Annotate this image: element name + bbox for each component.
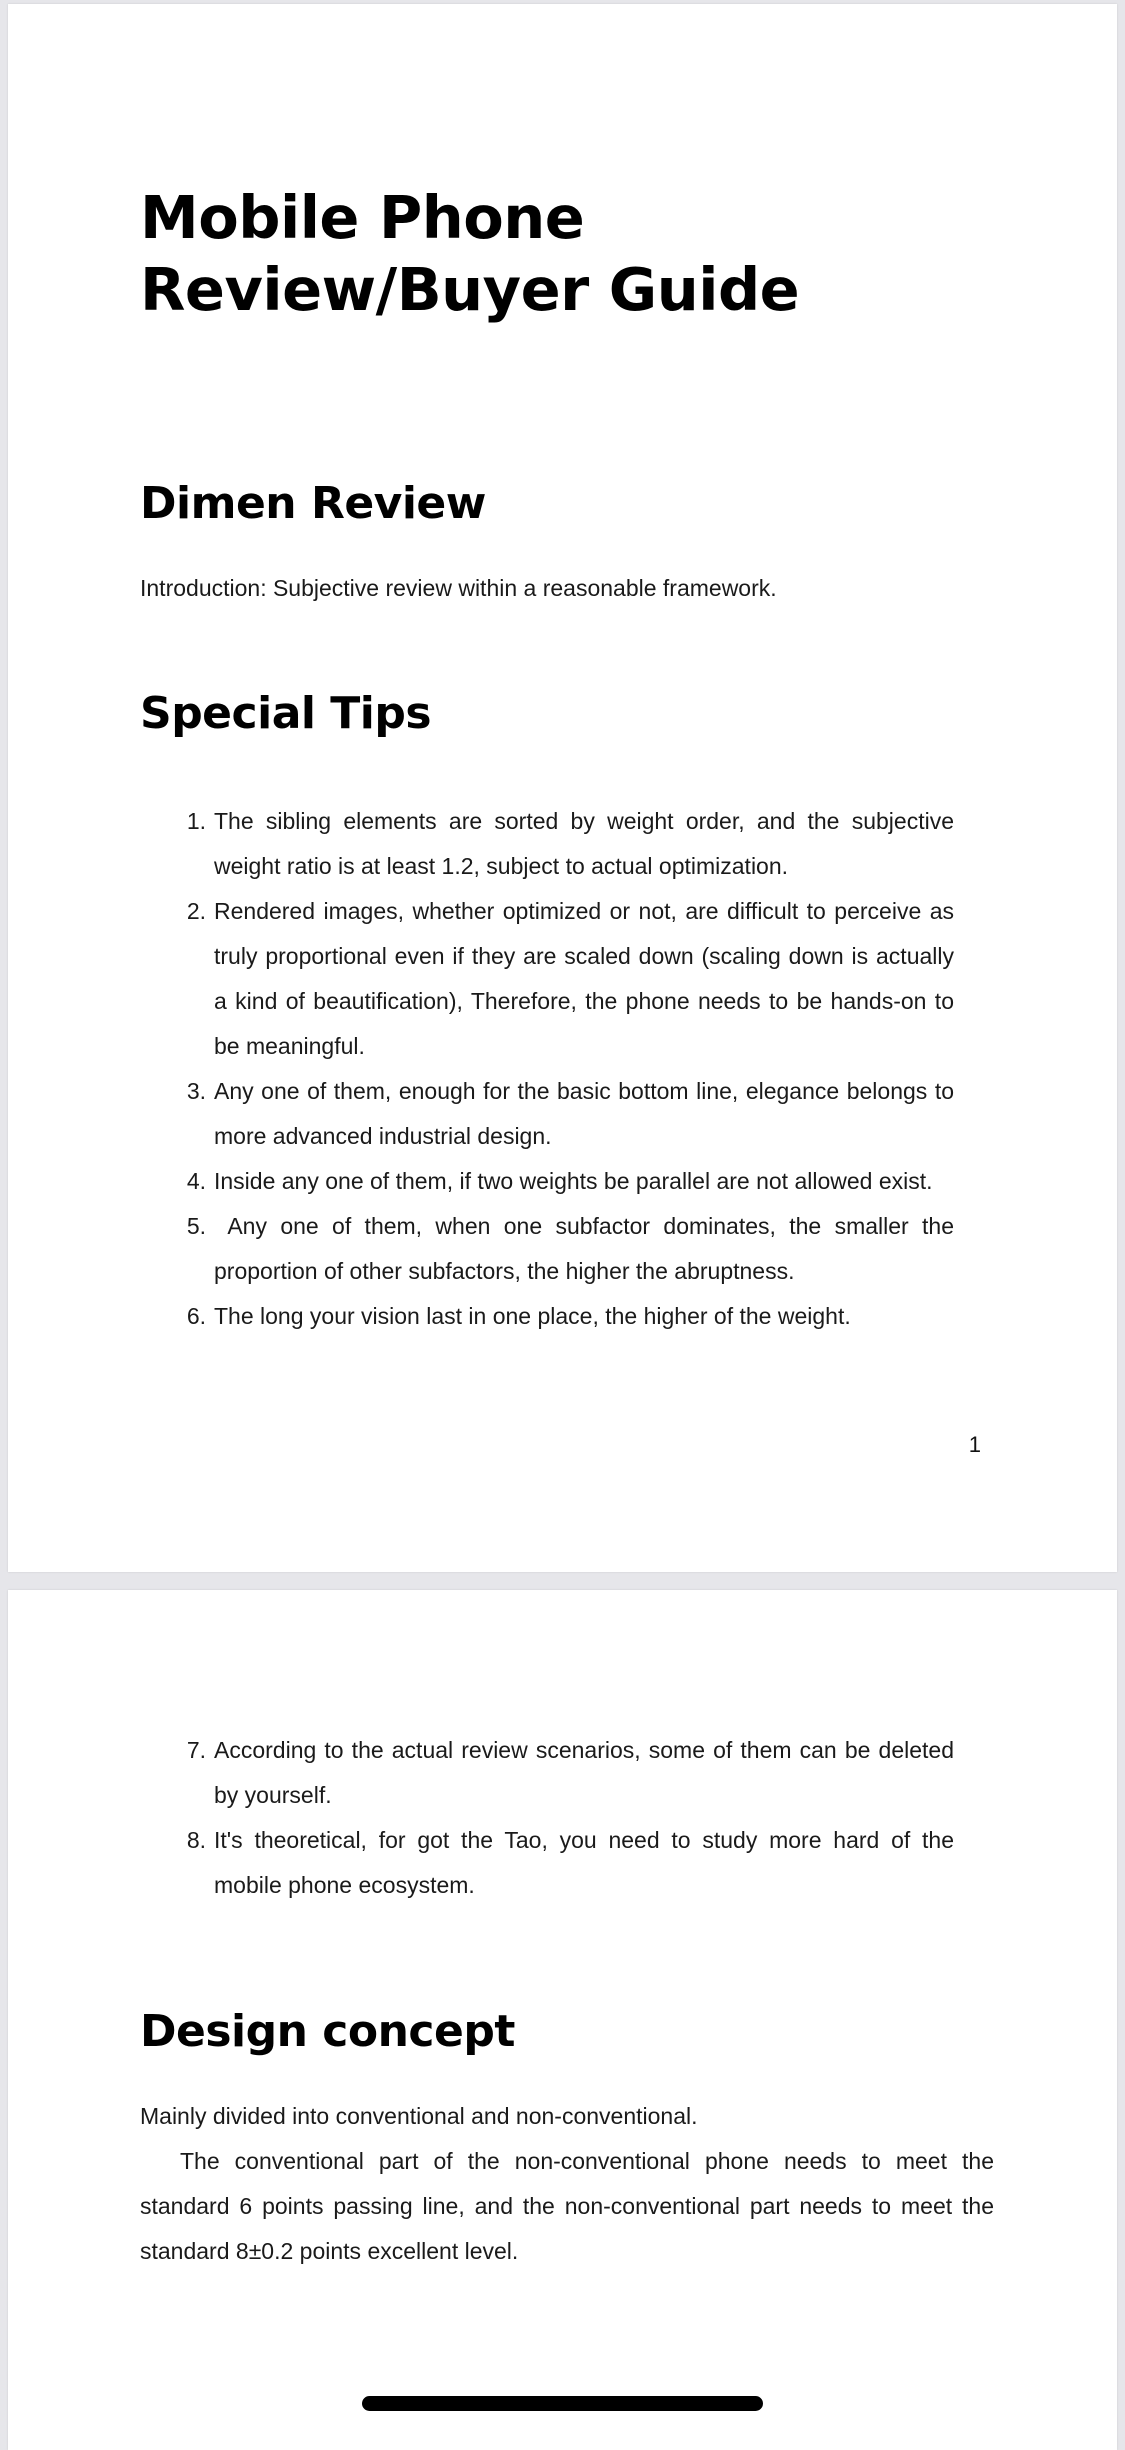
list-item-number: 4. (186, 1168, 206, 1194)
document-page-2 (8, 1590, 1117, 2450)
list-item-text: The long your vision last in one place, the higher of the weight. (214, 1303, 851, 1329)
list-item-text: Any one of them, enough for the basic bottom line, elegance belongs to more advanced industrial design. (214, 1078, 954, 1149)
list-item-text: The sibling elements are sorted by weight order, and the subjective weight ratio is at least 1.2, subject to actual optimization. (214, 808, 954, 879)
section-heading-special-tips: Special Tips (140, 688, 432, 739)
list-item (140, 1159, 954, 1204)
list-item (140, 889, 954, 1069)
list-item (140, 1294, 954, 1339)
list-item (140, 1728, 954, 1818)
section-heading-dimen-review: Dimen Review (140, 478, 486, 529)
list-item-text: Any one of them, when one subfactor dominates, the smaller the proportion of other subfactors, the higher the abruptness. (214, 1213, 961, 1284)
document-page-1 (8, 4, 1117, 1572)
list-item-number: 3. (186, 1078, 206, 1104)
home-indicator[interactable] (362, 2396, 763, 2411)
list-item-number: 7. (186, 1737, 206, 1763)
list-item-number: 8. (186, 1827, 206, 1853)
list-item (140, 799, 954, 889)
list-item-number: 5. (186, 1213, 206, 1239)
list-item (140, 1069, 954, 1159)
document-title: Mobile Phone Review/Buyer Guide (140, 183, 800, 324)
section-heading-design-concept: Design concept (140, 2006, 515, 2057)
list-item (140, 1818, 954, 1908)
intro-paragraph: Introduction: Subjective review within a reasonable framework. (140, 575, 777, 601)
list-item-number: 1. (186, 808, 206, 834)
special-tips-list-continued (140, 1728, 954, 1908)
list-item (140, 1204, 961, 1294)
list-item-text: Inside any one of them, if two weights be parallel are not allowed exist. (214, 1168, 933, 1194)
list-item-text: Rendered images, whether optimized or not, are difficult to perceive as truly proportional even if they are scaled down (scaling down is actually a kind of beautification), Therefore, the phone needs to be hands-on to be meaningful. (214, 898, 954, 1059)
design-paragraph-1: Mainly divided into conventional and non-conventional. (140, 2103, 698, 2129)
special-tips-list (140, 799, 961, 1339)
page-number: 1 (968, 1432, 981, 1457)
list-item-number: 2. (186, 898, 206, 924)
design-paragraph-2: The conventional part of the non-conventional phone needs to meet the standard 6 points passing line, and the non-conventional part needs to meet the standard 8±0.2 points excellent level. (140, 2148, 994, 2264)
list-item-text: It's theoretical, for got the Tao, you need to study more hard of the mobile phone ecosystem. (214, 1827, 954, 1898)
list-item-number: 6. (186, 1303, 206, 1329)
list-item-text: According to the actual review scenarios, some of them can be deleted by yourself. (214, 1737, 954, 1808)
